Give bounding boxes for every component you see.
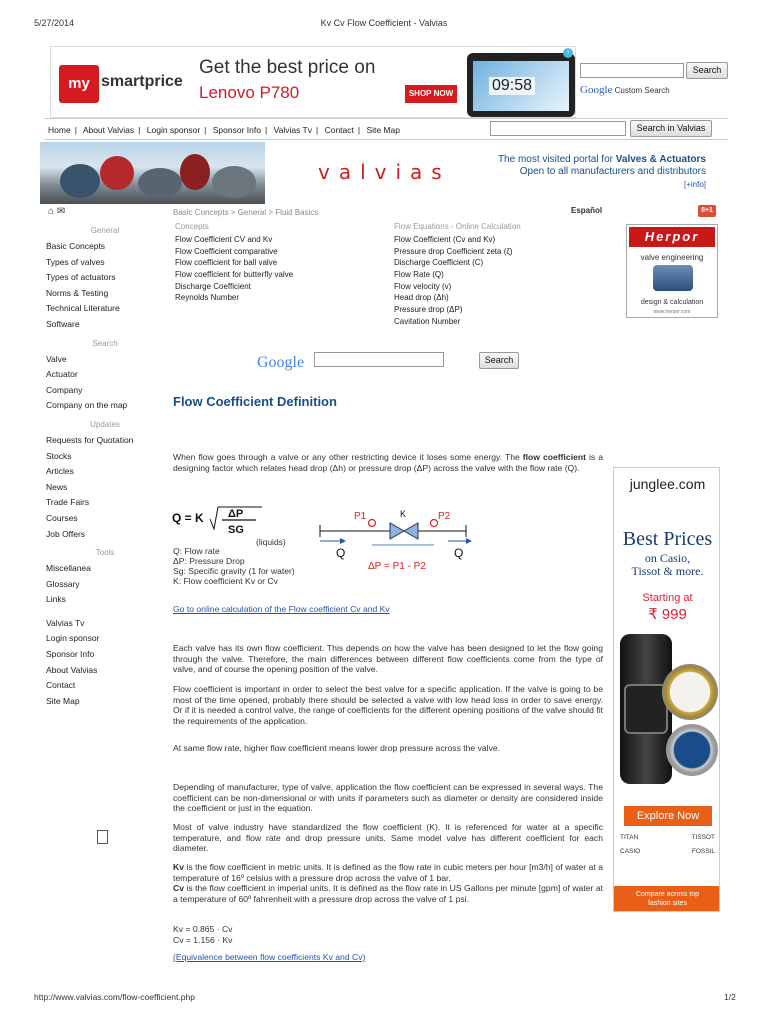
nav-about[interactable]: About Valvias bbox=[82, 125, 135, 135]
google-search-button[interactable]: Search bbox=[686, 62, 728, 79]
concept-link[interactable]: Flow coefficient for ball valve bbox=[175, 258, 278, 268]
paragraph-4: Depending of manufacturer, type of valve, application the flow coefficient can be expressed in several ways. The coefficient can be non-dimensional or with units if parameters such as diameter or density are considered inside the coefficient or just in the equation. bbox=[173, 782, 603, 813]
valve-image bbox=[653, 265, 693, 291]
top-ad-banner[interactable] bbox=[50, 46, 576, 118]
sidebar-item[interactable]: Company on the map bbox=[46, 400, 128, 411]
banner-tagline-2: Open to all manufacturers and distributors bbox=[519, 166, 706, 177]
sidebar-section-general: General bbox=[90, 226, 120, 235]
sidebar-section-tools: Tools bbox=[95, 548, 115, 558]
concepts-list bbox=[175, 222, 293, 304]
concept-link[interactable]: Flow Coefficient comparative bbox=[175, 246, 278, 256]
formula-denominator: SG bbox=[228, 524, 244, 536]
equations-list bbox=[394, 222, 521, 328]
sidebar-section-search: Search bbox=[92, 338, 118, 348]
explore-now-button[interactable]: Explore Now bbox=[624, 806, 712, 826]
equation-link[interactable]: Flow Coefficient (Cv and Kv) bbox=[394, 235, 496, 244]
concept-link[interactable]: Discharge Coefficient bbox=[175, 281, 251, 291]
sidebar-item[interactable]: Types of actuators bbox=[46, 272, 116, 283]
formula-legend: Q: Flow rate ΔP: Pressure Drop Sg: Specific gravity (1 for water) K: Flow coefficient Kv or Cv bbox=[173, 546, 295, 586]
print-page-number: 1/2 bbox=[724, 992, 736, 1002]
nav-contact[interactable]: Contact bbox=[324, 125, 354, 135]
breadcrumb[interactable]: Basic Concepts > General > Fluid Basics bbox=[173, 208, 319, 217]
intro-paragraph: When flow goes through a valve or any other restricting device it loses some energy. The flow coefficient is a designing factor which relates head drop (Δh) or pressure drop (ΔP) across the valve with the flow rate (Q). bbox=[173, 452, 603, 473]
print-title: Kv Cv Flow Coefficient - Valvias bbox=[320, 18, 448, 28]
ad-headline: Get the best price on bbox=[199, 57, 376, 78]
google-mid-search-input[interactable] bbox=[314, 352, 444, 367]
equation-link[interactable]: Cavitation Number bbox=[394, 316, 461, 326]
sidebar-item[interactable]: Links bbox=[46, 594, 66, 605]
sidebar-item[interactable]: Site Map bbox=[46, 695, 80, 706]
google-mid-search-button[interactable]: Search bbox=[479, 352, 519, 369]
sidebar-item[interactable]: Courses bbox=[46, 512, 78, 523]
diagram-p1: P1 bbox=[354, 511, 367, 522]
sidebar-item[interactable]: Technical Literature bbox=[46, 303, 120, 314]
nav-sponsor-info[interactable]: Sponsor Info bbox=[212, 125, 261, 135]
left-sidebar bbox=[44, 206, 166, 709]
sidebar-item[interactable]: Basic Concepts bbox=[46, 241, 106, 251]
conversion-equations: Kv = 0.865 · Cv Cv = 1.156 · Kv bbox=[173, 924, 233, 945]
watch-image bbox=[620, 634, 672, 784]
diagram-p2: P2 bbox=[438, 511, 451, 522]
sidebar-item[interactable]: Types of valves bbox=[46, 256, 105, 267]
sidebar-section-updates: Updates bbox=[90, 419, 120, 429]
diagram-k: K bbox=[400, 509, 407, 519]
sidebar-item[interactable]: About Valvias bbox=[46, 664, 98, 675]
site-search-input[interactable] bbox=[490, 121, 626, 136]
nav-valvias-tv[interactable]: Valvias Tv bbox=[273, 125, 312, 135]
watch-image bbox=[662, 664, 718, 720]
valvias-logo[interactable]: valvias bbox=[318, 160, 451, 184]
page-title: Flow Coefficient Definition bbox=[173, 394, 337, 409]
valves-photo bbox=[40, 142, 265, 204]
sidebar-item[interactable]: Valvias Tv bbox=[46, 617, 85, 628]
formula-note: (liquids) bbox=[256, 537, 286, 547]
print-date: 5/27/2014 bbox=[34, 18, 75, 28]
sidebar-item[interactable]: Software bbox=[46, 318, 80, 329]
sidebar-item[interactable]: Actuator bbox=[46, 369, 78, 380]
equation-link[interactable]: Flow Rate (Q) bbox=[394, 270, 444, 280]
site-search-button[interactable]: Search in Valvias bbox=[630, 120, 712, 137]
sidebar-item[interactable]: Norms & Testing bbox=[46, 287, 109, 298]
ad-product: Lenovo P780 bbox=[199, 83, 300, 102]
sidebar-item[interactable]: News bbox=[46, 481, 68, 492]
herpor-ad[interactable]: Herpor valve engineering design & calculation www.herpor.com bbox=[626, 224, 718, 318]
sidebar-item[interactable]: Valve bbox=[46, 353, 67, 364]
google-search-input[interactable] bbox=[580, 63, 684, 78]
paragraph-5: Most of valve industry have standardized the flow coefficient (K). It is referenced for water at a specific temperature, and flow rate and drop pressure units. Same model valve has different coefficient for each diameter. bbox=[173, 822, 603, 853]
sidebar-item[interactable]: Login sponsor bbox=[46, 633, 100, 644]
sidebar-item[interactable]: Requests for Quotation bbox=[46, 434, 134, 445]
concept-link[interactable]: Reynolds Number bbox=[175, 293, 240, 303]
flow-formula bbox=[172, 505, 332, 547]
mysmartprice-logo: my smartprice bbox=[59, 65, 177, 103]
site-banner bbox=[40, 142, 728, 204]
shop-now-button[interactable]: SHOP NOW bbox=[405, 85, 457, 103]
banner-more-info-link[interactable]: [+info] bbox=[683, 180, 706, 189]
equivalence-link[interactable]: (Equivalence between flow coefficients Kv and Cv) bbox=[173, 952, 366, 962]
nav-site-map[interactable]: Site Map bbox=[366, 125, 401, 135]
concepts-title: Concepts bbox=[175, 222, 209, 231]
equation-link[interactable]: Head drop (Δh) bbox=[394, 293, 449, 303]
home-mail-icons[interactable]: ⌂ ✉ bbox=[48, 206, 66, 217]
equation-link[interactable]: Pressure drop Coefficient zeta (ζ) bbox=[394, 246, 513, 256]
phone-image: 09:58 bbox=[467, 53, 575, 117]
online-calculation-link[interactable]: Go to online calculation of the Flow coefficient Cv and Kv bbox=[173, 604, 390, 614]
sidebar-item[interactable]: Company bbox=[46, 384, 83, 395]
equation-link[interactable]: Discharge Coefficient (C) bbox=[394, 258, 484, 268]
diagram-dp: ΔP = P1 - P2 bbox=[368, 561, 426, 572]
formula-lhs: Q = K bbox=[172, 511, 204, 525]
language-link[interactable]: Español bbox=[571, 206, 603, 215]
formula-numerator: ΔP bbox=[228, 508, 244, 520]
equations-title: Flow Equations - Online Calculation bbox=[394, 222, 521, 231]
google-logo: Google bbox=[257, 354, 305, 371]
junglee-ad[interactable]: junglee.com Best Prices on Casio, Tissot & more. Starting at ₹ 999 Explore Now TITAN TISSOT CASIO FOSSIL Compare across top fashion sites bbox=[613, 467, 720, 912]
broken-image-icon bbox=[97, 830, 108, 844]
adchoices-icon[interactable]: i bbox=[563, 48, 573, 58]
main-nav: Home | About Valvias | Login sponsor | Sponsor Info | Valvias Tv | Contact | Site Map bbox=[44, 118, 728, 140]
watch-image bbox=[666, 724, 718, 776]
equation-link[interactable]: Flow velocity (v) bbox=[394, 281, 452, 291]
sidebar-item[interactable]: Contact bbox=[46, 680, 76, 691]
concept-link[interactable]: Flow Coefficient CV and Kv bbox=[175, 235, 273, 244]
banner-tagline: The most visited portal for Valves & Actuators bbox=[497, 154, 706, 165]
sidebar-item[interactable]: Sponsor Info bbox=[46, 649, 95, 660]
brand-logos: TITAN TISSOT CASIO FOSSIL bbox=[620, 834, 715, 855]
google-custom-search-label: Google Custom Search bbox=[580, 84, 670, 96]
sidebar-item[interactable]: Miscellanea bbox=[46, 563, 91, 574]
valve-diagram bbox=[318, 505, 478, 575]
paragraph-2: Flow coefficient is important in order to select the best valve for a specific application. If the valve is going to be most of the time opened, probably there should be selected a valve with low head loss in order to save energy. Or if it is needed a control valve, the range of coefficients for the different opening positions of the valve should fit the requirements of the application. bbox=[173, 684, 603, 726]
diagram-q-out: Q bbox=[454, 546, 464, 560]
print-footer-url: http://www.valvias.com/flow-coefficient.php bbox=[34, 992, 195, 1002]
kv-cv-definition: Kv is the flow coefficient in metric units. It is defined as the flow rate in cubic meters per hour [m3/h] of water at a temperature of 16º celsius with a pressure drop across the valve of 1 bar. Cv is the flow coefficient in imperial units. It is defined as the flow rate in US Gallons per minute [gpm] of water at a temperature of 60º fahrenheit with a pressure drop across the valve of 1 psi. bbox=[173, 862, 603, 904]
sidebar-item[interactable]: Job Offers bbox=[46, 528, 86, 539]
nav-home[interactable]: Home bbox=[48, 125, 71, 135]
nav-login[interactable]: Login sponsor bbox=[146, 125, 201, 135]
google-plus-button[interactable]: 8+1 bbox=[698, 205, 716, 217]
sidebar-item[interactable]: Articles bbox=[46, 466, 74, 477]
sidebar-item[interactable]: Stocks bbox=[46, 450, 72, 461]
concept-link[interactable]: Flow coefficient for butterfly valve bbox=[175, 270, 294, 280]
diagram-q-in: Q bbox=[336, 546, 346, 560]
junglee-logo: junglee.com bbox=[629, 476, 706, 492]
paragraph-1: Each valve has its own flow coefficient. This depends on how the valve has been designed to let the flow going through the valve. Therefore, the main differences between different flow coefficients come from the type of valve, and of course the opening position of the valve. bbox=[173, 643, 603, 674]
paragraph-3: At same flow rate, higher flow coefficient means lower drop pressure across the valve. bbox=[173, 743, 501, 753]
equation-link[interactable]: Pressure drop (ΔP) bbox=[394, 305, 463, 315]
sidebar-item[interactable]: Trade Fairs bbox=[46, 497, 90, 508]
sidebar-item[interactable]: Glossary bbox=[46, 578, 80, 589]
